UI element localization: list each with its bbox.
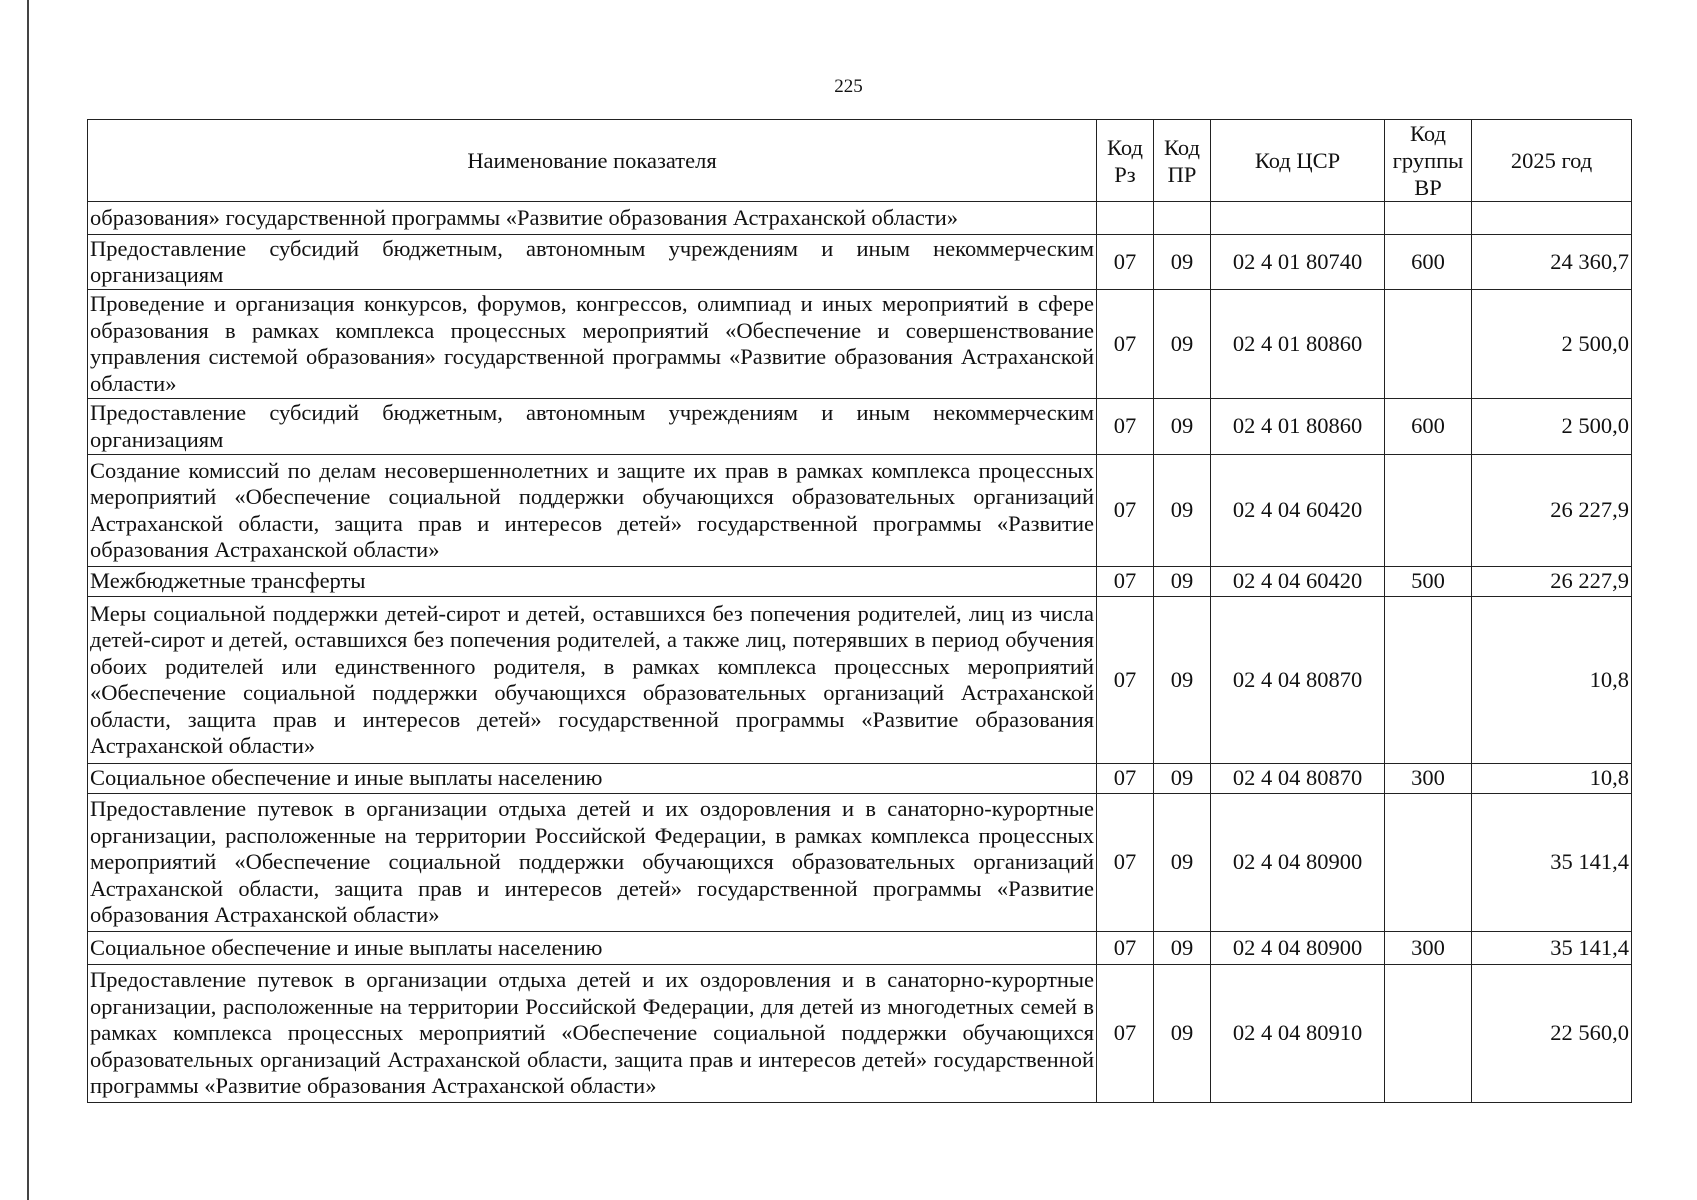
row-amount [1472,202,1632,235]
row-csr: 02 4 01 80860 [1211,290,1385,399]
row-amount: 10,8 [1472,597,1632,764]
row-rz: 07 [1097,764,1154,794]
row-vr: 300 [1385,932,1472,965]
row-name: Предоставление субсидий бюджетным, автономным учреждениям и иным некоммерческим организациям [88,399,1097,455]
row-vr [1385,455,1472,567]
row-csr: 02 4 01 80860 [1211,399,1385,455]
row-amount: 2 500,0 [1472,399,1632,455]
row-amount: 10,8 [1472,764,1632,794]
row-csr: 02 4 04 60420 [1211,567,1385,597]
table-body [88,202,1632,1103]
row-amount: 35 141,4 [1472,794,1632,932]
row-name: Предоставление путевок в организации отдыха детей и их оздоровления и в санаторно-курортные организации, расположенные на территории Российской Федерации, для детей из многодетных семей в рамках комплекса процессных мероприятий «Обеспечение социальной поддержки обучающихся образовательных организаций Астраханской области, защита прав и интересов детей» государственной программы «Развитие образования Астраханской области» [88,965,1097,1103]
table-row [88,567,1632,597]
header-vr: Код группы ВР [1385,120,1472,202]
table-row [88,399,1632,455]
row-name: Предоставление путевок в организации отдыха детей и их оздоровления и в санаторно-курортные организации, расположенные на территории Российской Федерации, в рамках комплекса процессных мероприятий «Обеспечение социальной поддержки обучающихся образовательных организаций Астраханской области, защита прав и интересов детей» государственной программы «Развитие образования Астраханской области» [88,794,1097,932]
table-row [88,290,1632,399]
row-rz: 07 [1097,965,1154,1103]
row-rz: 07 [1097,290,1154,399]
row-rz: 07 [1097,932,1154,965]
row-csr: 02 4 04 80900 [1211,932,1385,965]
row-pr: 09 [1154,235,1211,290]
table-row [88,597,1632,764]
row-name: Создание комиссий по делам несовершеннолетних и защите их прав в рамках комплекса процессных мероприятий «Обеспечение социальной поддержки обучающихся образовательных организаций Астраханской области, защита прав и интересов детей» государственной программы «Развитие образования Астраханской области» [88,455,1097,567]
row-pr: 09 [1154,764,1211,794]
row-name: Социальное обеспечение и иные выплаты населению [88,764,1097,794]
row-vr [1385,202,1472,235]
header-rz: Код Рз [1097,120,1154,202]
budget-table [87,119,1632,1103]
row-csr: 02 4 04 80870 [1211,764,1385,794]
row-name: Предоставление субсидий бюджетным, автономным учреждениям и иным некоммерческим организациям [88,235,1097,290]
row-pr: 09 [1154,567,1211,597]
header-pr: Код ПР [1154,120,1211,202]
row-pr: 09 [1154,455,1211,567]
table-row [88,794,1632,932]
row-pr: 09 [1154,932,1211,965]
row-vr [1385,597,1472,764]
row-pr: 09 [1154,794,1211,932]
table-header [88,120,1632,202]
row-rz [1097,202,1154,235]
row-pr: 09 [1154,965,1211,1103]
table-row [88,202,1632,235]
row-rz: 07 [1097,455,1154,567]
row-pr [1154,202,1211,235]
row-vr: 500 [1385,567,1472,597]
row-amount: 22 560,0 [1472,965,1632,1103]
row-csr: 02 4 04 80870 [1211,597,1385,764]
header-csr: Код ЦСР [1211,120,1385,202]
row-rz: 07 [1097,399,1154,455]
header-row [88,120,1632,202]
row-name: образования» государственной программы «Развитие образования Астраханской области» [88,202,1097,235]
row-vr [1385,290,1472,399]
row-name: Проведение и организация конкурсов, форумов, конгрессов, олимпиад и иных мероприятий в сфере образования в рамках комплекса процессных мероприятий «Обеспечение и совершенствование управления системой образования» государственной программы «Развитие образования Астраханской области» [88,290,1097,399]
table-row [88,932,1632,965]
row-rz: 07 [1097,794,1154,932]
row-amount: 26 227,9 [1472,455,1632,567]
row-rz: 07 [1097,567,1154,597]
page-number: 225 [834,76,863,97]
row-rz: 07 [1097,597,1154,764]
header-name: Наименование показателя [88,120,1097,202]
row-csr: 02 4 04 80910 [1211,965,1385,1103]
table-row [88,235,1632,290]
row-vr [1385,794,1472,932]
table-row [88,455,1632,567]
row-pr: 09 [1154,290,1211,399]
row-pr: 09 [1154,399,1211,455]
table-row [88,764,1632,794]
header-year: 2025 год [1472,120,1632,202]
row-vr: 600 [1385,399,1472,455]
row-vr [1385,965,1472,1103]
row-amount: 24 360,7 [1472,235,1632,290]
row-csr: 02 4 04 80900 [1211,794,1385,932]
row-vr: 300 [1385,764,1472,794]
row-vr: 600 [1385,235,1472,290]
row-csr: 02 4 04 60420 [1211,455,1385,567]
row-name: Меры социальной поддержки детей-сирот и детей, оставшихся без попечения родителей, лиц из числа детей-сирот и детей, оставшихся без попечения родителей, а также лиц, потерявших в период обучения обоих родителей или единственного родителя, в рамках комплекса процессных мероприятий «Обеспечение социальной поддержки обучающихся образовательных организаций Астраханской области, защита прав и интересов детей» государственной программы «Развитие образования Астраханской области» [88,597,1097,764]
row-rz: 07 [1097,235,1154,290]
binding-margin-line [27,0,29,1200]
table-row [88,965,1632,1103]
row-name: Межбюджетные трансферты [88,567,1097,597]
row-amount: 35 141,4 [1472,932,1632,965]
row-amount: 26 227,9 [1472,567,1632,597]
row-csr: 02 4 01 80740 [1211,235,1385,290]
row-pr: 09 [1154,597,1211,764]
row-amount: 2 500,0 [1472,290,1632,399]
row-name: Социальное обеспечение и иные выплаты населению [88,932,1097,965]
row-csr [1211,202,1385,235]
